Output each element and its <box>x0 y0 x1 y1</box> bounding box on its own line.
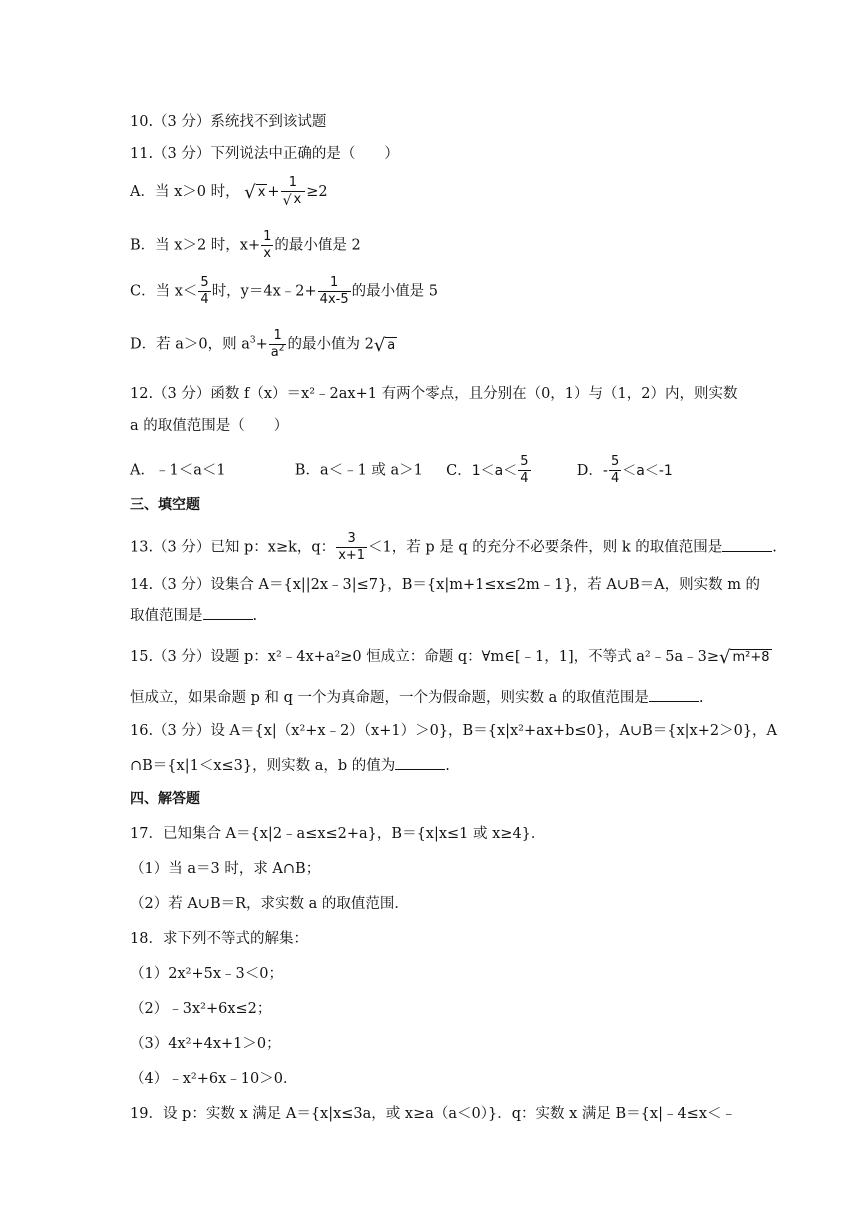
question-14-line-2: 取值范围是 . <box>130 605 257 626</box>
question-10: 10.（3 分）系统找不到该试题 <box>130 114 327 130</box>
answer-blank <box>203 605 253 620</box>
section-heading-solutions: 四、解答题 <box>130 791 200 807</box>
sqrt-a: √ a <box>373 334 396 356</box>
fraction-5-over-4: $\frac{5}{4}$ <box>200 275 209 307</box>
question-16-line-2: ∩B＝{x|1＜x≤3}，则实数 a，b 的值为 . <box>130 755 450 776</box>
fraction-1-over-x: $\frac{1}{x}$ <box>263 229 272 261</box>
question-18-part-2: （2）﹣3x²+6x≤2； <box>130 1001 272 1017</box>
section-heading-fill-in: 三、填空题 <box>130 497 200 513</box>
answer-blank <box>395 755 445 770</box>
question-18-part-1: （1）2x²+5x﹣3＜0； <box>130 966 283 982</box>
question-18-part-4: （4）﹣x²+6x﹣10＞0． <box>130 1071 298 1087</box>
sqrt-m-squared-plus-8: √ m²+8 <box>718 647 770 668</box>
question-12-option-c: C．1＜a＜ $\frac{5}{4}$ <box>446 454 529 486</box>
question-15-line-2: 恒成立，如果命题 p 和 q 一个为真命题，一个为假命题，则实数 a 的取值范围是 . <box>130 687 703 708</box>
question-12-options <box>130 454 673 487</box>
question-11-option-c: C．当 x＜ $\frac{5}{4}$ 时，y＝4x﹣2+ $\frac{1}{4x-5}$ 的最小值是 5 <box>130 275 438 307</box>
question-12-option-b: B．a＜﹣1 或 a＞1 <box>294 462 423 479</box>
question-11-stem: 11.（3 分）下列说法中正确的是（ ） <box>130 146 399 162</box>
fraction-1-over-4x-5: $\frac{1}{4x-5}$ <box>319 275 349 307</box>
answer-blank <box>649 687 699 702</box>
question-12-option-d: D．- $\frac{5}{4}$ ＜a＜-1 <box>576 454 673 486</box>
question-17-stem: 17．已知集合 A＝{x|2﹣a≤x≤2+a}，B＝{x|x≤1 或 x≥4}． <box>130 826 546 842</box>
question-11-option-a: A．当 x＞0 时， √ x + $\frac{1}{√ x}$ ≥2 <box>130 175 328 209</box>
question-12-line-1: 12.（3 分）函数 f（x）＝x²﹣2ax+1 有两个零点，且分别在（0，1）与（1，2）内，则实数 <box>130 386 738 402</box>
question-19: 19．设 p：实数 x 满足 A＝{x|x≤3a，或 x≥a（a＜0）}．q：实数 x 满足 B＝{x|﹣4≤x＜﹣ <box>130 1106 737 1122</box>
question-11-option-b: B．当 x＞2 时，x+ $\frac{1}{x}$ 的最小值是 2 <box>130 229 361 261</box>
sqrt-x: √ x <box>244 182 266 203</box>
question-14-line-1: 14.（3 分）设集合 A＝{x||2x﹣3|≤7}，B＝{x|m+1≤x≤2m﹣1}，若 A∪B＝A，则实数 m 的 <box>130 577 761 593</box>
fraction-3-over-x-plus-1: $\frac{3}{x+1}$ <box>338 531 366 563</box>
fraction-1-over-sqrt-x: $\frac{1}{√ x}$ <box>281 175 306 209</box>
question-11-option-d: D．若 a＞0，则 $a^3+$ $\frac{1}{a^2}$ 的最小值为 2√ a <box>130 328 396 360</box>
fraction-1-over-a-squared: $\frac{1}{a^2}$ <box>270 328 285 360</box>
question-17-part-1: （1）当 a＝3 时，求 A∩B； <box>130 861 321 877</box>
question-17-part-2: （2）若 A∪B＝R，求实数 a 的取值范围． <box>130 896 409 912</box>
question-13: 13.（3 分）已知 p：x≥k，q： $\frac{3}{x+1}$ ＜1，若 p 是 q 的充分不必要条件，则 k 的取值范围是 . <box>130 531 777 563</box>
question-12-line-2: a 的取值范围是（ ） <box>130 418 289 434</box>
question-16-line-1: 16.（3 分）设 A＝{x|（x²+x﹣2）（x+1）＞0}，B＝{x|x²+ax+b≤0}，A∪B＝{x|x+2＞0}，A <box>130 723 778 739</box>
question-12-option-a: A．﹣1＜a＜1 <box>130 462 226 479</box>
question-18-stem: 18．求下列不等式的解集： <box>130 931 308 947</box>
answer-blank <box>722 537 772 552</box>
question-15-line-1: 15.（3 分）设题 p：x²﹣4x+a²≥0 恒成立：命题 q：∀m∈[﹣1，1]，不等式 a²﹣5a﹣3≥√ m²+8 <box>130 647 770 668</box>
question-18-part-3: （3）4x²+4x+1＞0； <box>130 1036 281 1052</box>
